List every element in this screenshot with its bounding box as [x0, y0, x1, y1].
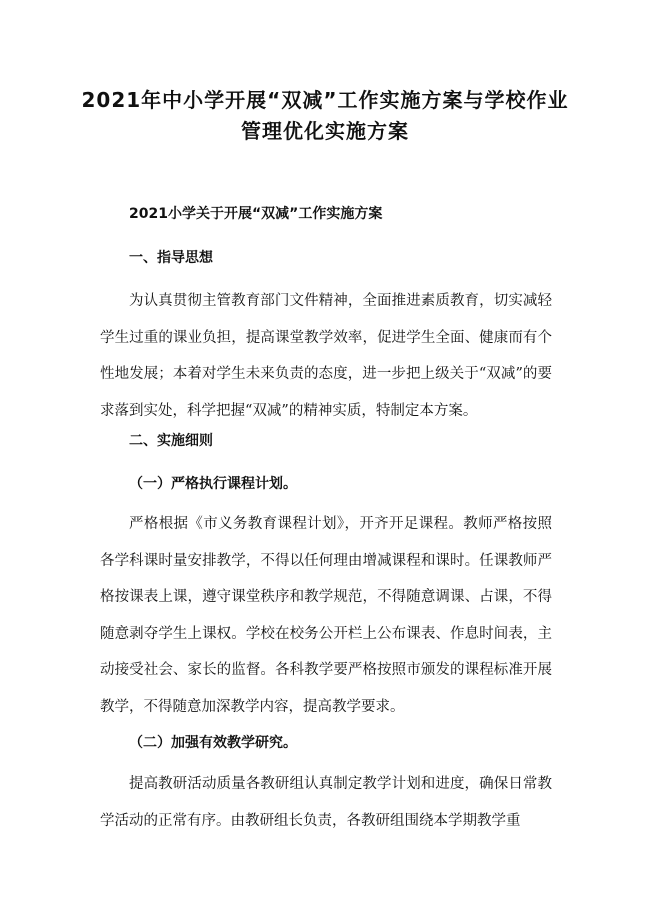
- paragraph-teaching-research: 提高教研活动质量各教研组认真制定教学计划和进度，确保日常教学活动的正常有序。由教研组长负责，各教研组围绕本学期教学重: [100, 776, 552, 829]
- subsection-heading-teaching-research: （二）加强有效教学研究。: [129, 735, 297, 751]
- section-heading-guiding-ideology: 一、指导思想: [129, 250, 213, 266]
- document-title-line-1: 2021年中小学开展“双减”工作实施方案与学校作业: [81, 88, 569, 112]
- paragraph-guiding-ideology: 为认真贯彻主管教育部门文件精神，全面推进素质教育，切实减轻学生过重的课业负担，提高课堂教学效率，促进学生全面、健康而有个性地发展；本着对学生未来负责的态度，进一步把上级关于“双减”的要求落到实处，科学把握“双减”的精神实质，特制定本方案。: [100, 293, 552, 419]
- section-heading-implementation: 二、实施细则: [129, 433, 213, 449]
- paragraph-curriculum: 严格根据《市义务教育课程计划》，开齐开足课程。教师严格按照各学科课时量安排教学，不得以任何理由增减课程和课时。任课教师严格按课表上课，遵守课堂秩序和教学规范，不得随意调课、占课，不得随意剥夺学生上课权。学校在校务公开栏上公布课表、作息时间表，主动接受社会、家长的监督。各科教学要严格按照市颁发的课程标准开展教学，不得随意加深教学内容，提高教学要求。: [100, 516, 552, 715]
- document-title-line-2: 管理优化实施方案: [241, 119, 409, 143]
- subsection-heading-curriculum: （一）严格执行课程计划。: [129, 476, 297, 492]
- document-subtitle: 2021小学关于开展“双减”工作实施方案: [129, 206, 383, 222]
